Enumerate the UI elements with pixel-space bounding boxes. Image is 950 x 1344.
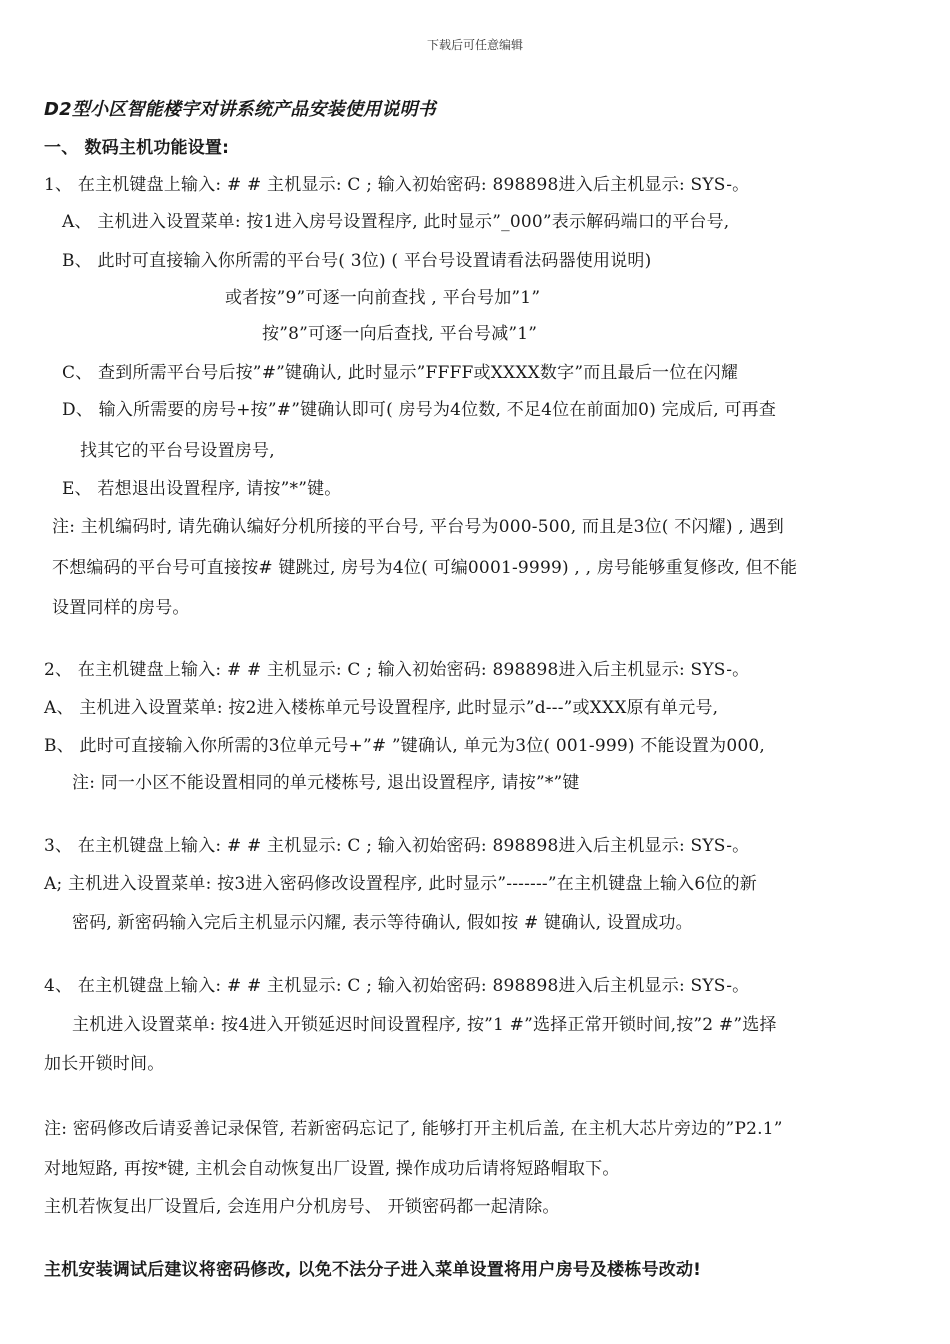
section4-step-a-line2: 加长开锁时间。 [44,1054,165,1074]
section1-heading: 一、 数码主机功能设置: [44,138,230,158]
section1-note-line3: 设置同样的房号。 [52,598,190,618]
section1-note-line2: 不想编码的平台号可直接按# 键跳过, 房号为4位( 可编0001-9999) , , 房号能够重复修改, 但不能 [52,558,798,578]
section1-note-line1: 注: 主机编码时, 请先确认编好分机所接的平台号, 平台号为000-500, 而且是3位( 不闪耀) , 遇到 [52,517,784,537]
section2-note: 注: 同一小区不能设置相同的单元楼栋号, 退出设置程序, 请按”*”键 [72,773,580,793]
section1-step-b-line2: 或者按”9”可逐一向前查找 , 平台号加”1” [225,288,541,308]
section1-item1: 1、 在主机键盘上输入: # # 主机显示: C ; 输入初始密码: 898898进入后主机显示: SYS-。 [44,175,750,195]
section3-item: 3、 在主机键盘上输入: # # 主机显示: C ; 输入初始密码: 898898进入后主机显示: SYS-。 [44,836,750,856]
section1-step-e: E、 若想退出设置程序, 请按”*”键。 [62,479,342,499]
section1-step-b-line3: 按”8”可逐一向后查找, 平台号减”1” [262,324,538,344]
final-note-line3: 主机若恢复出厂设置后, 会连用户分机房号、 开锁密码都一起清除。 [44,1197,560,1217]
section2-step-b: B、 此时可直接输入你所需的3位单元号+”# ”键确认, 单元为3位( 001-999) 不能设置为000, [44,736,765,756]
page-header: 下载后可任意编辑 [426,38,523,52]
section1-step-c: C、 查到所需平台号后按”#”键确认, 此时显示”FFFF或XXXX数字”而且最后一位在闪耀 [62,363,739,383]
section3-step-a: A; 主机进入设置菜单: 按3进入密码修改设置程序, 此时显示”-------”在主机键盘上输入6位的新 [44,874,757,894]
section4-step-a: 主机进入设置菜单: 按4进入开锁延迟时间设置程序, 按”1 #”选择正常开锁时间,按”2 #”选择 [72,1015,777,1035]
section3-step-a-line2: 密码, 新密码输入完后主机显示闪耀, 表示等待确认, 假如按 # 键确认, 设置成功。 [72,913,693,933]
section1-step-d-line2: 找其它的平台号设置房号, [80,441,275,461]
section4-item: 4、 在主机键盘上输入: # # 主机显示: C ; 输入初始密码: 898898进入后主机显示: SYS-。 [44,976,750,996]
final-note-line2: 对地短路, 再按*键, 主机会自动恢复出厂设置, 操作成功后请将短路帽取下。 [44,1159,620,1179]
document-title: D2型小区智能楼宇对讲系统产品安装使用说明书 [44,99,436,120]
section1-step-a: A、 主机进入设置菜单: 按1进入房号设置程序, 此时显示”_000”表示解码端口的平台号, [62,212,730,232]
final-note-line1: 注: 密码修改后请妥善记录保管, 若新密码忘记了, 能够打开主机后盖, 在主机大芯片旁边的”P2.1” [44,1119,783,1139]
section2-step-a: A、 主机进入设置菜单: 按2进入楼栋单元号设置程序, 此时显示”d---”或XXX原有单元号, [44,698,719,718]
section2-item: 2、 在主机键盘上输入: # # 主机显示: C ; 输入初始密码: 898898进入后主机显示: SYS-。 [44,660,750,680]
section1-step-d: D、 输入所需要的房号+按”#”键确认即可( 房号为4位数, 不足4位在前面加0) 完成后, 可再查 [62,400,777,420]
section1-step-b: B、 此时可直接输入你所需的平台号( 3位) ( 平台号设置请看法码器使用说明) [62,251,652,271]
footer-warning: 主机安装调试后建议将密码修改, 以免不法分子进入菜单设置将用户房号及楼栋号改动! [44,1260,702,1280]
